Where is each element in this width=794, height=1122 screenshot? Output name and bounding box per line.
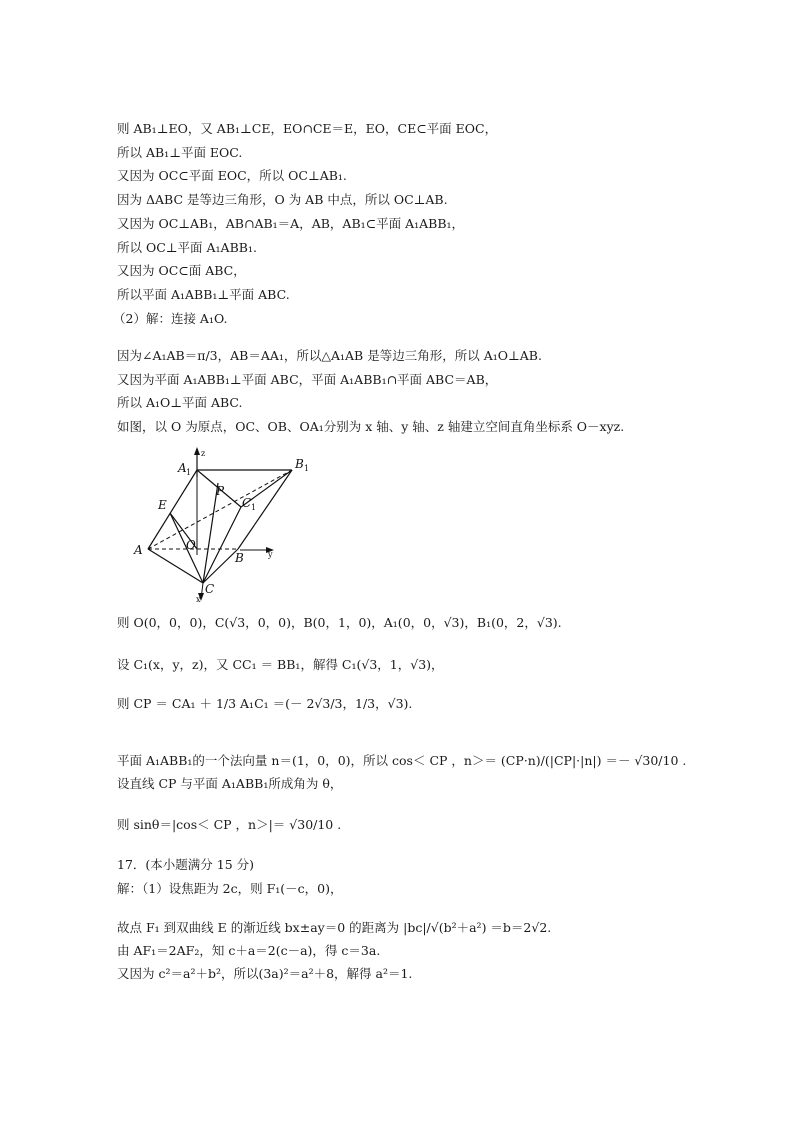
solution-line-3: 由 AF₁＝2AF₂，知 c＋a＝2(c－a)，得 c＝3a. [117,943,381,958]
cp-vector-line: 则 CP ＝ CA₁ ＋ 1/3 A₁C₁ ＝(－ 2√3/3，1/3，√3). [117,696,413,711]
proof-line-12: 如图，以 O 为原点，OC、OB、OA₁分别为 x 轴、y 轴、z 轴建立空间直角坐标系 O－xyz. [117,419,625,434]
label-C1-sub: 1 [251,503,257,512]
solution-line-4: 又因为 c²＝a²＋b²，所以(3a)²＝a²＋8，解得 a²＝1. [117,966,413,981]
label-z: z [201,449,206,458]
angle-line: 设直线 CP 与平面 A₁ABB₁所成角为 θ， [117,776,343,791]
label-A1-sub: 1 [186,468,192,477]
proof-line-5: 又因为 OC⊥AB₁，AB∩AB₁＝A，AB，AB₁⊂平面 A₁ABB₁， [117,216,465,231]
edge-A-B1 [148,470,292,549]
label-B1-sub: 1 [304,464,310,473]
z-axis-arrow [194,447,200,455]
problem-17-heading: 17．(本小题满分 15 分) [117,857,255,872]
c1-solve-line: 设 C₁(x，y，z)，又 CC₁ ＝ BB₁，解得 C₁(√3，1，√3)， [117,657,444,672]
normal-vector-line: 平面 A₁ABB₁的一个法向量 n＝(1，0，0)，所以 cos＜ CP ，n＞＝ (CP·n)/(|CP|·|n|) ＝－ √30/10 . [117,753,687,768]
label-A1: A [178,461,187,475]
prism-figure [120,445,320,605]
proof-line-4: 因为 ΔABC 是等边三角形，O 为 AB 中点，所以 OC⊥AB. [117,192,448,207]
part-2-heading: （2）解：连接 A₁O. [113,311,228,326]
proof-line-1: 则 AB₁⊥EO，又 AB₁⊥CE，EO∩CE＝E，EO，CE⊂平面 EOC， [117,121,498,136]
solution-line-1: 解：（1）设焦距为 2c，则 F₁(－c，0)， [117,881,343,896]
proof-line-8: 所以平面 A₁ABB₁⊥平面 ABC. [117,287,290,302]
label-B1: B [295,457,304,471]
label-O: O [186,538,196,552]
edge-C-B [203,549,238,583]
label-C1: C [242,496,252,510]
label-E: E [158,498,167,512]
proof-line-9: 因为∠A₁AB＝π/3，AB＝AA₁，所以△A₁AB 是等边三角形，所以 A₁O⊥AB. [117,348,542,363]
label-x: x [196,595,201,604]
label-C: C [205,582,215,596]
proof-line-10: 又因为平面 A₁ABB₁⊥平面 ABC，平面 A₁ABB₁∩平面 ABC＝AB， [117,372,498,387]
label-y: y [268,550,273,559]
proof-line-11: 所以 A₁O⊥平面 ABC. [117,395,243,410]
label-A: A [134,543,143,557]
solution-line-2: 故点 F₁ 到双曲线 E 的渐近线 bx±ay＝0 的距离为 |bc|/√(b²＋a²) ＝b＝2√2. [117,920,552,935]
label-B: B [235,551,244,565]
sin-theta-line: 则 sinθ＝|cos＜ CP ，n＞|＝ √30/10 . [117,817,342,832]
label-P: P [216,484,225,498]
proof-line-6: 所以 OC⊥平面 A₁ABB₁. [117,240,257,255]
proof-line-2: 所以 AB₁⊥平面 EOC. [117,145,243,160]
coordinates-line: 则 O(0，0，0)，C(√3，0，0)，B(0，1，0)，A₁(0，0，√3)，B₁(0，2，√3). [117,615,562,630]
proof-line-3: 又因为 OC⊂平面 EOC，所以 OC⊥AB₁. [117,168,347,183]
proof-line-7: 又因为 OC⊂面 ABC， [117,263,246,278]
